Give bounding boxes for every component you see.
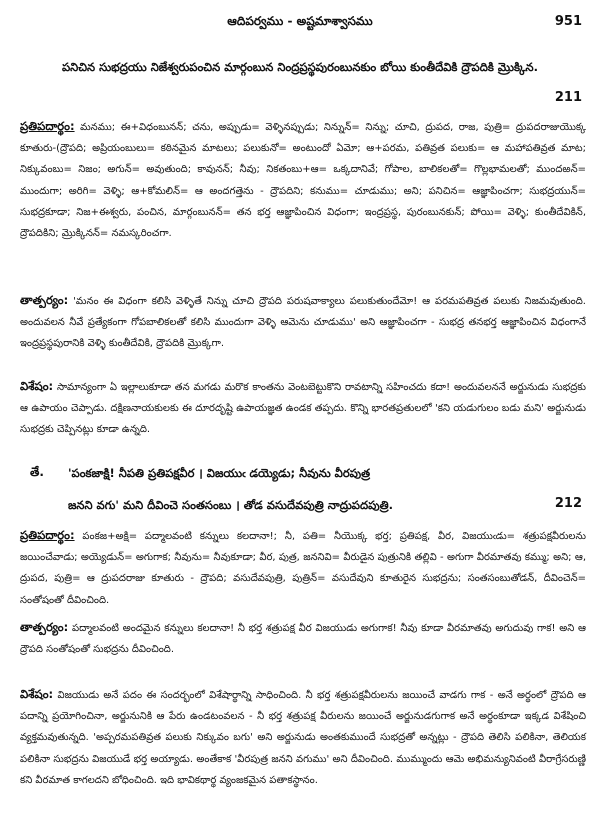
pratipadartham-211 bbox=[20, 116, 586, 244]
verse-211-line: పనిచిన సుభద్రయు నిజేశ్వరుపంచిన మార్గంబున నింద్రప్రస్థపురంబునకుం బోయి కుంతీదేవికి ద్రౌపదికి మ్రొక్కిన. bbox=[62, 60, 538, 74]
tatparyam-text: పద్మాలవంటి అందమైన కన్నులు కలదానా! నీ భర్త శత్రుపక్ష వీర విజయుడు అగుగాక! నీవు కూడా వీరమాతవు అగుదువు గాక! అని ఆ ద్రౌపది సంతోషంతో సుభద్రను దీవించింది. bbox=[20, 623, 586, 656]
tatparyam-211 bbox=[20, 290, 586, 355]
verse-212-line-2: జనని వగు' మని దీవించె సంతసంబు । తోడ వసుదేవపుత్రి నాద్రుపదపుత్రి. bbox=[68, 498, 393, 512]
pratipadartham-label: ప్రతిపదార్థం: bbox=[20, 528, 75, 542]
verse-212-meter-label: తే. bbox=[30, 465, 44, 479]
visesham-text: సామాన్యంగా ఏ ఇల్లాలుకూడా తన మగడు మరొక కాంతను వెంటబెట్టుకొని రావటాన్ని సహించదు కదా! అందువలననే అర్జునుడు సుభద్రకు ఆ ఉపాయం చెప్పాడు. దక్షిణనాయకులకు ఈ దూరదృష్టి ఉపాయజ్ఞత ఉండక తప్పదు. కొన్ని భారతప్రతులలో 'కని యడుగులం బడు మని' అర్జునుడు సుభద్రకు చెప్పినట్లు కూడా ఉన్నది. bbox=[20, 382, 586, 436]
pratipadartham-text: మనము; ఈ+విధంబునన్; చను, అప్పుడు= వెళ్ళినప్పుడు; నిన్నున్= నిన్ను; చూచి, ద్రుపద, రాజ, పుత్రి= ద్రుపదరాజుయొక్క కూతురు-(ద్రౌపది; అప్రియంబులు= కఠినమైన మాటలు; పలుకునో= అంటుందో ఏమో; ఆ+పరమ, పతివ్రత పలుకు= ఆ మహాపతివ్రత మాట; నిక్కువంబు= నిజం; అగున్= అవుతుంది; కావునన్; నీవు; నికతంబు+ఆ= ఒక్కదానివే; గోపాల, బాలికలతో= గొల్లభామలతో; ముందఱన్= ముందుగా; అరిగి= వెళ్ళి; ఆ+కోమలిన్= ఆ అందగత్తెను - ద్రౌపదిని; కనుము= చూడుము; అని; పనిచిన= ఆజ్ఞాపించగా; సుభద్రయున్= సుభద్రకూడా; నిజ+ఈశ్వరు, పంచిన, మార్గంబునన్= తన భర్త ఆజ్ఞాపించిన విధంగా; ఇంద్రప్రస్థ, పురంబునకున్; పోయి= వెళ్ళి; కుంతీదేవికిన్, ద్రౌపదికిని; మ్రొక్కినన్= నమస్కరించగా. bbox=[20, 122, 586, 240]
pratipadartham-212 bbox=[20, 525, 586, 611]
visesham-211 bbox=[20, 376, 586, 441]
tatparyam-label: తాత్పర్యం: bbox=[20, 620, 69, 634]
verse-212-line-1: 'పంకజాక్షి! నీపతి ప్రతిపక్షవీర । విజయుఁ డయ్యెడు; నీవును వీరపుత్ర bbox=[68, 466, 371, 480]
pratipadartham-label: ప్రతిపదార్థం: bbox=[20, 119, 75, 133]
tatparyam-text: 'మనం ఈ విధంగా కలిసి వెళ్ళితే నిన్ను చూచి ద్రౌపది పరుషవాక్యాలు పలుకుతుందేమో! ఆ పరమపతివ్రత పలుకు నిజమవుతుంది. అందువలన నీవే ప్రత్యేకంగా గోపబాలికలతో కలిసి ముందుగా వెళ్ళి ఆమెను చూడుము' అని ఆజ్ఞాపించగా - సుభద్ర తనభర్త ఆజ్ఞాపించిన విధంగానే ఇంద్రప్రస్థపురానికి వెళ్ళి కుంతీదేవికి, ద్రౌపదికి మ్రొక్కగా. bbox=[20, 296, 586, 350]
page-header bbox=[0, 14, 600, 32]
visesham-212 bbox=[20, 684, 586, 791]
verse-212-number: 212 bbox=[554, 496, 582, 511]
running-title: ఆదిపర్వము - అష్టమాశ్వాసము bbox=[227, 14, 373, 28]
visesham-label: విశేషం: bbox=[20, 379, 54, 393]
visesham-text: విజయుడు అనే పదం ఈ సందర్భంలో విశేషార్థాన్ని సాధించింది. నీ భర్త శత్రుపక్షవీరులను జయించే వాడగు గాక - అనే అర్థంలో ద్రౌపది ఆ పదాన్ని ప్రయోగించినా, అర్జునునికి ఆ పేరు ఉండటంవలన - నీ భర్త శత్రుపక్ష వీరులను జయించే అర్జునుడగుగాక అనే అర్థంకూడా ఇక్కడ విశేషించి వ్యక్తమవుతున్నది. 'అప్పరమపతివ్రత పలుకు నిక్కువం బగు' అని అర్జునుడు అంతకుముందే సుభద్రతో అన్నట్లు - ద్రౌపది తెలిసి పలికినా, తెలియక పలికినా సుభద్రను విజయుడే భర్త అయ్యాడు. అంతేకాక 'వీరపుత్ర జనని వగుము' అని దీవించింది. ముమ్ముందు ఆమె అభిమన్యునివంటి వీరాగ్రేసరుణ్ణి కని వీరమాత కాగలదని బోధించింది. ఇది భావికథార్థ వ్యంజకమైన పతాకస్థానం. bbox=[20, 690, 586, 786]
verse-211-number: 211 bbox=[554, 90, 582, 105]
page-number: 951 bbox=[554, 14, 582, 29]
pratipadartham-text: పంకజ+అక్షి= పద్మాలవంటి కన్నులు కలదానా!; నీ, పతి= నీయొక్క భర్త; ప్రతిపక్ష, వీర, విజయుఁడు= శత్రుపక్షవీరులను జయించేవాడు; అయ్యెడున్= అగుగాక; నీవును= నీవుకూడా; వీర, పుత్ర, జననివి= వీరుడైన పుత్రునికి తల్లివి - అగుగా వీరమాతవు కమ్ము; అని; ఆ, ద్రుపద, పుత్రి= ఆ ద్రుపదరాజు కూతురు - ద్రౌపది; వసుదేవపుత్రి, పుత్రిన్= వసుదేవుని కూతురైన సుభద్రను; సంతసంబుతోడన్, దీవించెన్= సంతోషంతో దీవించింది. bbox=[20, 531, 586, 606]
visesham-label: విశేషం: bbox=[20, 687, 54, 701]
tatparyam-label: తాత్పర్యం: bbox=[20, 293, 69, 307]
tatparyam-212 bbox=[20, 617, 586, 660]
